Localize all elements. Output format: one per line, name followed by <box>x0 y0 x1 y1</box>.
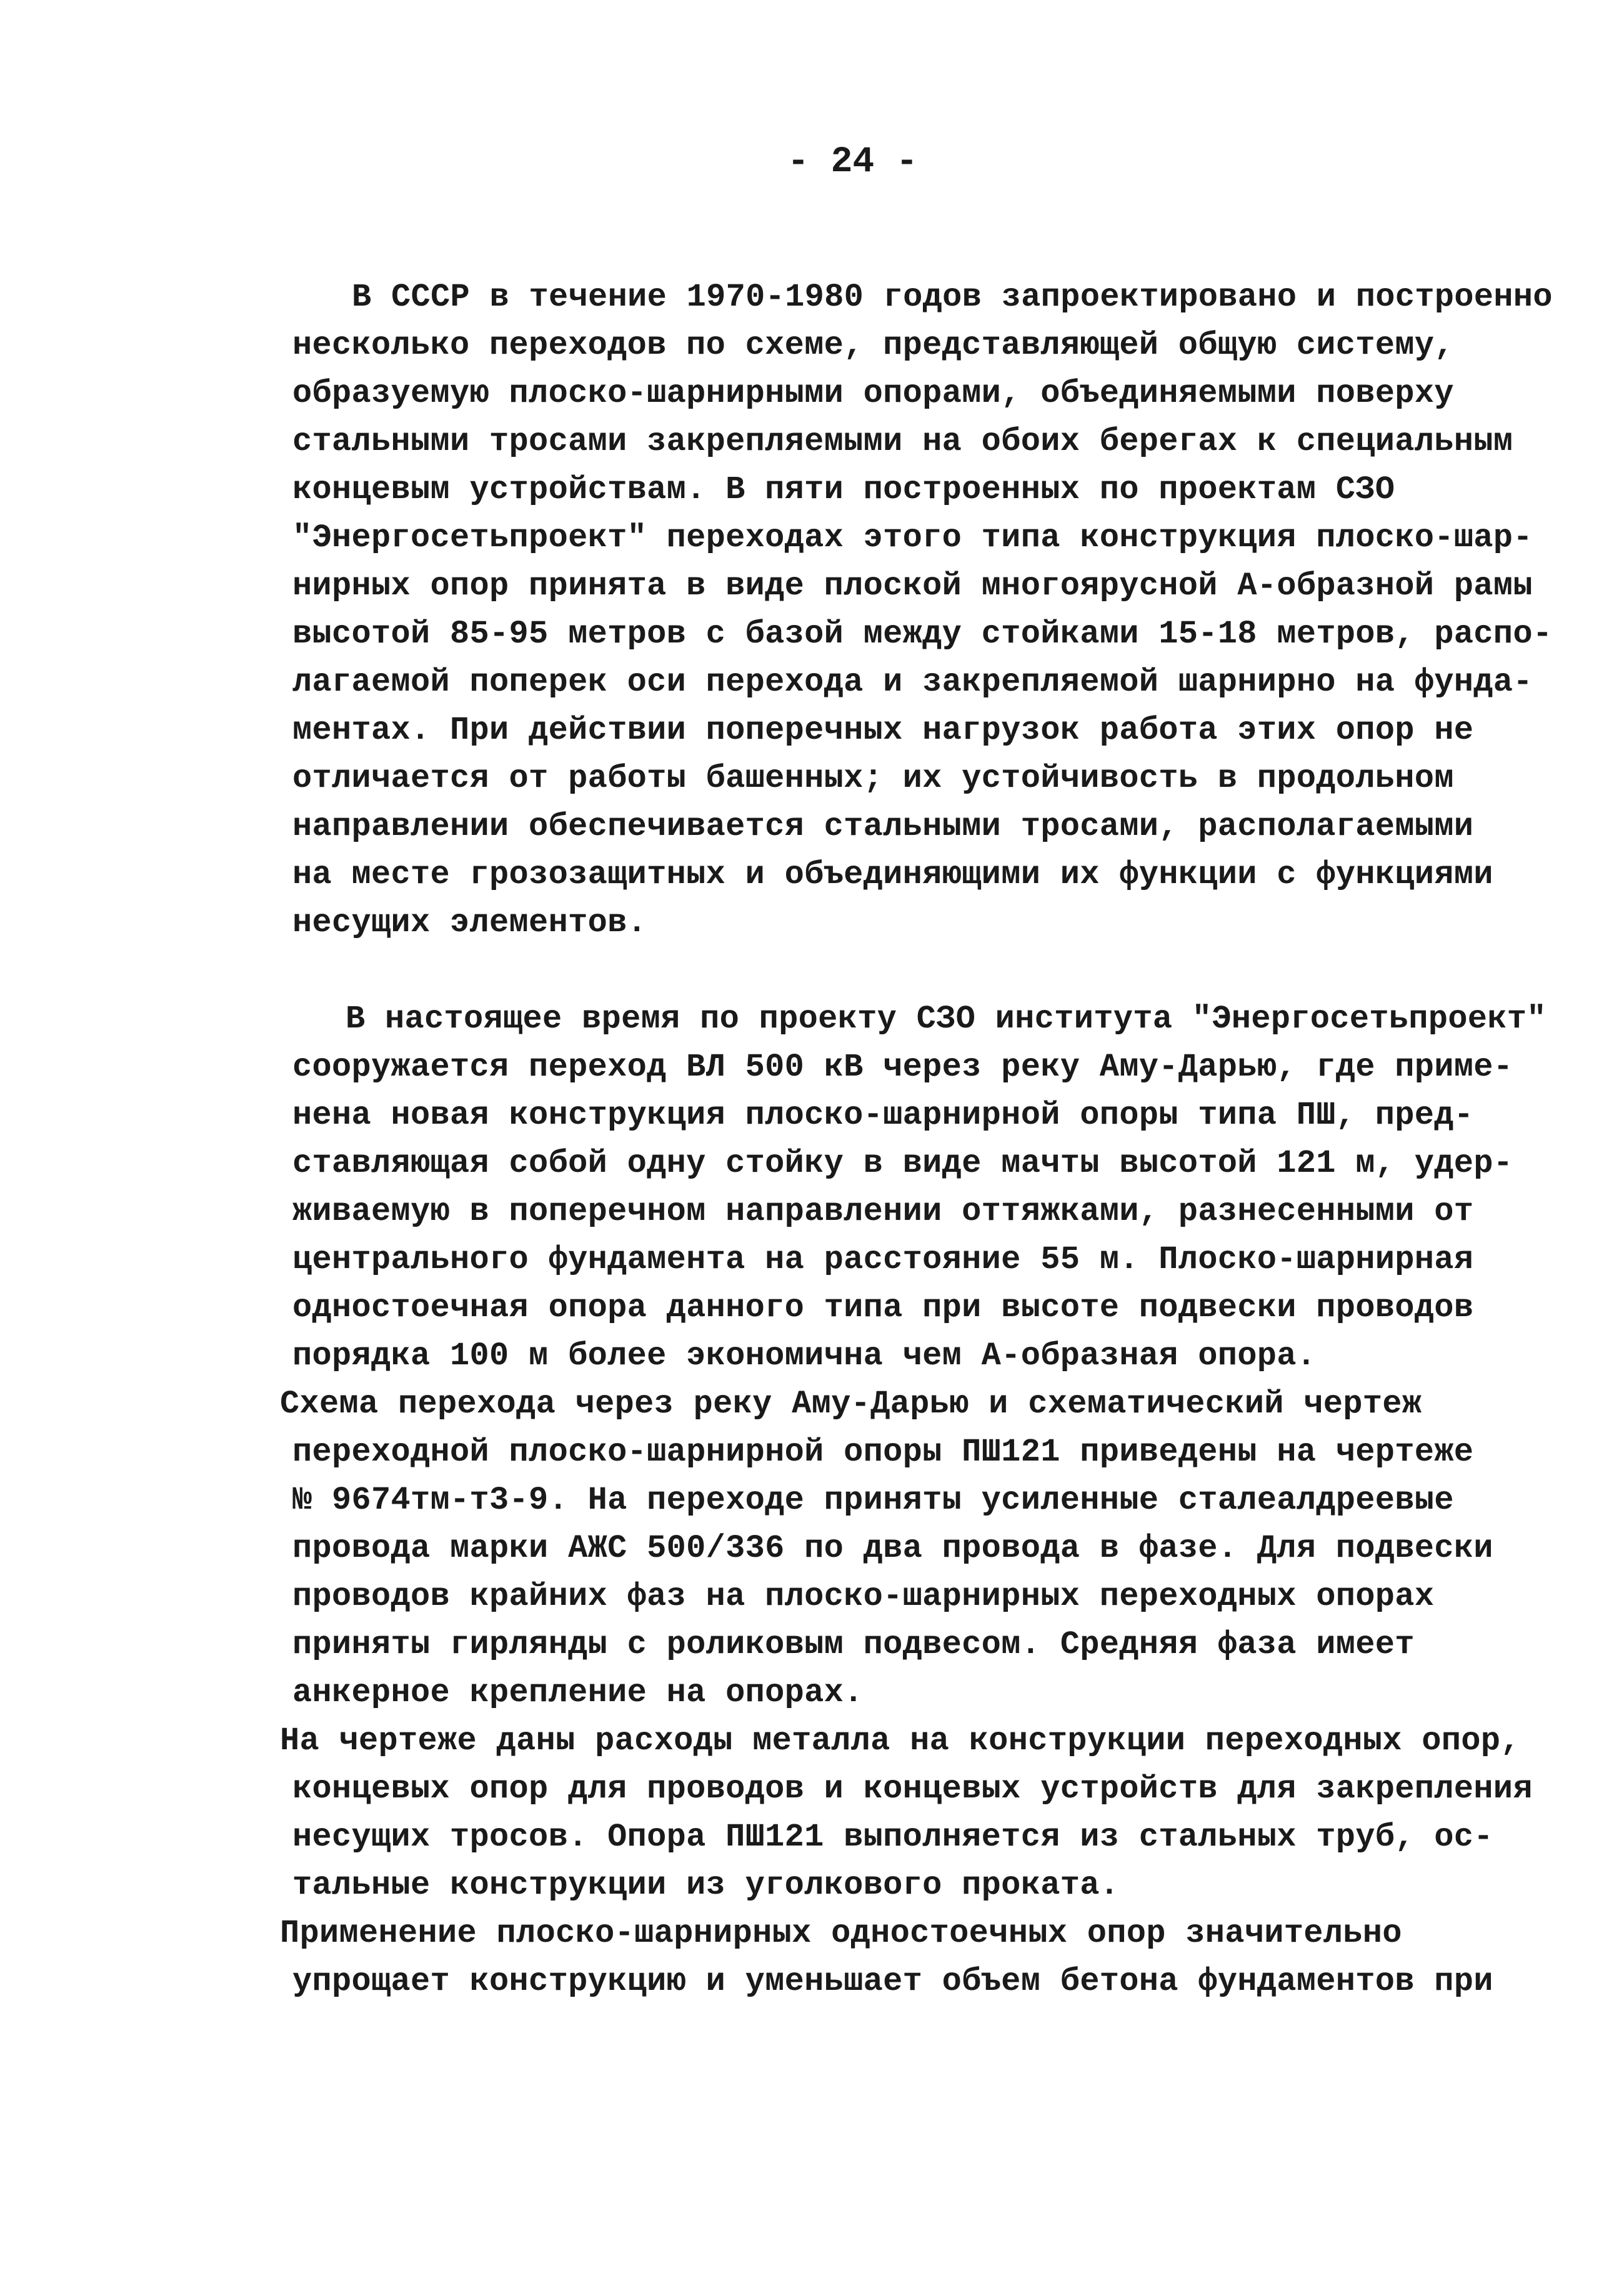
text-line: проводов крайних фаз на плоско-шарнирных переходных опорах <box>292 1578 1435 1615</box>
text-line: нирных опор принята в виде плоской многоярусной А-образной рамы <box>292 567 1533 604</box>
text-line: стальными тросами закрепляемыми на обоих берегах к специальным <box>292 423 1513 460</box>
text-line: тальные конструкции из уголкового проката. <box>292 1867 1120 1904</box>
paragraph-1 <box>292 275 1553 950</box>
page-number: - 24 - <box>787 142 918 182</box>
text-line: концевым устройствам. В пяти построенных по проектам СЗО <box>292 471 1395 508</box>
text-line: лагаемой поперек оси перехода и закрепляемой шарнирно на фунда- <box>292 664 1533 701</box>
text-line: Схема перехода через реку Аму-Дарью и схематический чертеж <box>280 1386 1422 1422</box>
text-line: одностоечная опора данного типа при высоте подвески проводов <box>292 1289 1474 1326</box>
text-line: № 9674тм-т3-9. На переходе приняты усиленные сталеалдреевые <box>292 1482 1454 1519</box>
text-line: анкерное крепление на опорах. <box>292 1674 864 1711</box>
text-line: упрощает конструкцию и уменьшает объем бетона фундаментов при <box>292 1963 1493 2000</box>
text-line: образуемую плоско-шарнирными опорами, объединяемыми поверху <box>292 375 1454 412</box>
text-line: В настоящее время по проекту СЗО института "Энергосетьпроект" <box>346 1001 1547 1037</box>
text-line: В СССР в течение 1970-1980 годов запроектировано и построенно <box>352 279 1553 316</box>
text-line: На чертеже даны расходы металла на конструкции переходных опор, <box>280 1722 1520 1759</box>
text-line: высотой 85-95 метров с базой между стойками 15-18 метров, распо- <box>292 616 1553 652</box>
text-line: приняты гирлянды с роликовым подвесом. Средняя фаза имеет <box>292 1626 1415 1663</box>
text-line: живаемую в поперечном направлении оттяжками, разнесенными от <box>292 1193 1474 1230</box>
text-line: нена новая конструкция плоско-шарнирной опоры типа ПШ, пред- <box>292 1097 1474 1134</box>
text-line: порядка 100 м более экономична чем А-образная опора. <box>292 1337 1317 1374</box>
text-line: центрального фундамента на расстояние 55 м. Плоско-шарнирная <box>292 1241 1474 1278</box>
paragraph-2 <box>280 997 1547 2022</box>
text-line: провода марки АЖС 500/336 по два провода в фазе. Для подвески <box>292 1530 1493 1567</box>
text-line: несущих тросов. Опора ПШ121 выполняется из стальных труб, ос- <box>292 1819 1493 1856</box>
text-line: направлении обеспечивается стальными тросами, располагаемыми <box>292 808 1474 845</box>
text-line: на месте грозозащитных и объединяющими их функции с функциями <box>292 856 1493 893</box>
text-line: ментах. При действии поперечных нагрузок работа этих опор не <box>292 712 1474 749</box>
text-line: отличается от работы башенных; их устойчивость в продольном <box>292 760 1454 797</box>
text-line: переходной плоско-шарнирной опоры ПШ121 приведены на чертеже <box>292 1434 1474 1471</box>
text-line: несущих элементов. <box>292 904 647 941</box>
text-line: несколько переходов по схеме, представляющей общую систему, <box>292 327 1454 364</box>
text-line: Применение плоско-шарнирных одностоечных опор значительно <box>280 1915 1402 1952</box>
text-line: "Энергосетьпроект" переходах этого типа конструкция плоско-шар- <box>292 519 1533 556</box>
text-line: концевых опор для проводов и концевых устройств для закрепления <box>292 1771 1533 1807</box>
text-line: ставляющая собой одну стойку в виде мачты высотой 121 м, удер- <box>292 1145 1513 1182</box>
text-line: сооружается переход ВЛ 500 кВ через реку Аму-Дарью, где приме- <box>292 1049 1513 1086</box>
